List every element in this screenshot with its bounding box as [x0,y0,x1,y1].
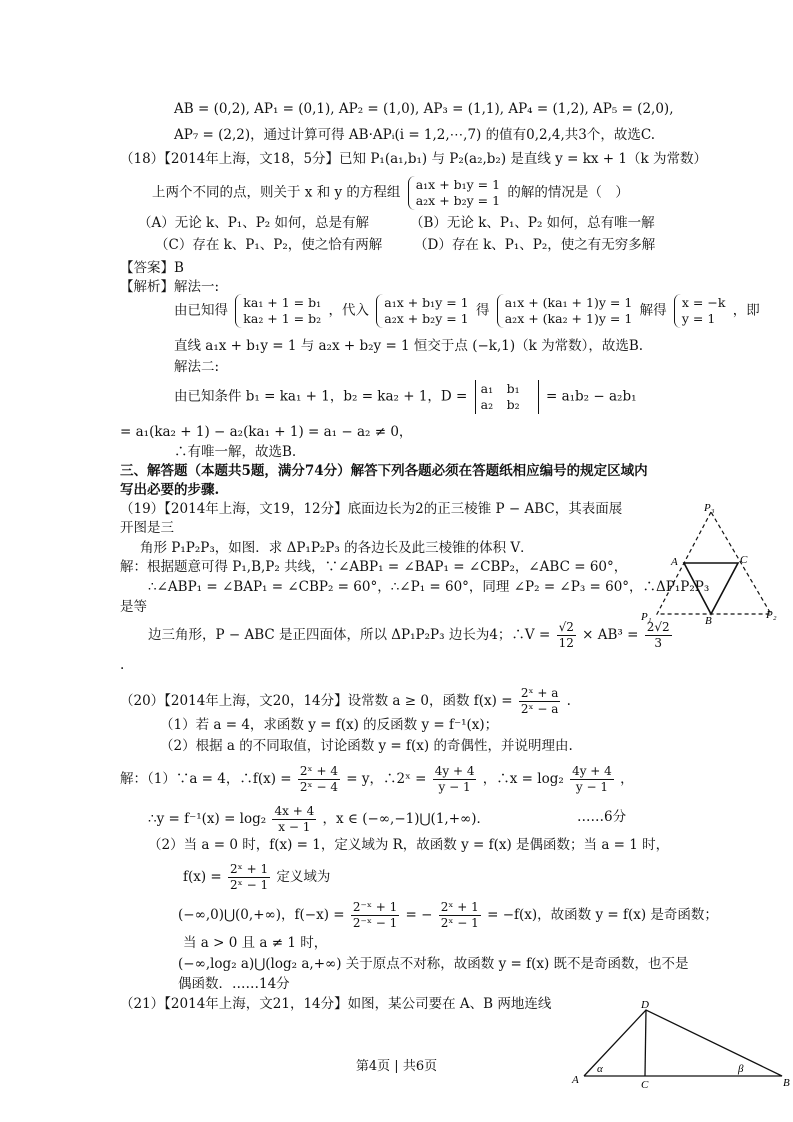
q21-heading: （21）【2014年上海，文21，14分】如图，某公司要在 A、B 两地连线 [120,996,552,1012]
label-a: A [572,1074,579,1086]
determinant: a₁ b₁ a₂ b₂ [475,380,539,414]
q20-solution-line4: f(x) = $\frac{\text{2ˣ + 1}}{\text{2ˣ − 1}}$ 定义域为 [183,862,331,892]
label-p2: P₂ [766,609,777,621]
q18-answer: 【答案】B [120,260,184,276]
volume-fraction-2: $\frac{2√2}{3}$ [646,620,670,650]
q18-method2-line1: 由已知条件 b₁ = ka₁ + 1，b₂ = ka₂ + 1，D = a₁ b₁ a₂ b₂ = a₁b₂ − a₂b₁ [174,381,637,412]
label-p1: P₁ [641,611,652,623]
q18-option-a: （A）无论 k、P₁、P₂ 如何，总是有解 [138,215,370,231]
label-d: D [641,999,649,1011]
q18-option-b: （B）无论 k、P₁、P₂ 如何，总有唯一解 [410,215,655,231]
q20-score-6: ……6分 [577,809,627,825]
prev-vectors-line1: AB = (0,2), AP₁ = (0,1), AP₂ = (1,0), AP₃ = (1,1), AP₄ = (1,2), AP₅ = (2,0), [174,101,674,117]
base-triangle-abc [684,563,738,614]
q20-solution-line5: (−∞,0)⋃(0,+∞)，f(−x) = $\frac{\text{2⁻ˣ + 1}}{\text{2⁻ˣ − 1}}$ = − $\frac{\text{2ˣ + 1}}{\text{2ˣ − 1}}$ = −f(x)，故函数 y = f(x) 是奇函数； [178,900,718,930]
section3-title: 三、解答题（本题共5题，满分74分）解答下列各题必须在答题纸相应编号的规定区域内 [120,463,648,479]
q18-method2-line2: = a₁(ka₂ + 1) − a₂(ka₁ + 1) = a₁ − a₂ ≠ 0， [120,424,413,440]
q19-solution-line2: ∴∠ABP₁ = ∠BAP₁ = ∠CBP₂ = 60°，∴∠P₁ = 60°，同理 ∠P₂ = ∠P₃ = 60°，∴ΔP₁P₂P₃ [148,579,710,595]
label-alpha: α [597,1063,603,1075]
q20-solution-line3: （2）当 a = 0 时，f(x) = 1，定义域为 R，故函数 y = f(x) 是偶函数；当 a = 1 时， [148,837,670,853]
label-beta: β [738,1063,744,1075]
q18-conclusion: ∴有唯一解，故选B. [174,444,297,460]
q18-option-d: （D）存在 k、P₁、P₂，使之有无穷多解 [414,237,656,253]
q19-period: . [120,657,125,673]
q18-option-c: （C）存在 k、P₁、P₂，使之恰有两解 [155,237,383,253]
q18-method2-title: 解法二: [174,359,220,375]
prev-vectors-line2: AP₇ = (2,2)，通过计算可得 AB·APᵢ(i = 1,2,⋯,7) 的值有0,2,4,共3个，故选C. [174,127,655,143]
label-b: B [783,1077,790,1089]
q19-volume-line: 边三角形，P − ABC 是正四面体，所以 ΔP₁P₂P₃ 边长为4；∴V = $\frac{√2}{12}$ × AB³ = $\frac{2√2}{3}$ [148,620,670,650]
label-c: C [641,1079,649,1090]
q20-solution-line8: 偶函数．……14分 [178,976,290,992]
q19-heading-cont: 开图是三 [120,520,174,536]
q19-solution-line1: 解：根据题意可得 P₁,B,P₂ 共线，∵∠ABP₁ = ∠BAP₁ = ∠CBP₂，∠ABC = 60°， [120,559,628,575]
q20-part2: （2）根据 a 的不同取值，讨论函数 y = f(x) 的奇偶性，并说明理由. [160,738,573,754]
q18-solution-line2: 直线 a₁x + b₁y = 1 与 a₂x + b₂y = 1 恒交于点 (−k,1)（k 为常数），故选B. [174,338,644,354]
label-a: A [671,556,678,568]
section3-title-cont: 写出必要的步骤. [120,482,220,498]
q19-question: 角形 P₁P₂P₃，如图．求 ΔP₁P₂P₃ 的各边长及此三棱锥的体积 V． [140,540,534,556]
q18-heading: （18）【2014年上海，文18，5分】已知 P₁(a₁,b₁) 与 P₂(a₂,b₂) 是直线 y = kx + 1（k 为常数） [120,151,707,167]
page-footer: 第4页 | 共6页 [355,1059,438,1074]
q18-solution-line1: 由已知得 ka₁ + 1 = b₁ ka₂ + 1 = b₂ ，代入 a₁x + b₁y = 1 a₂x + b₂y = 1 得 a₁x + (ka₁ + 1)y = 1 a₂x + (ka₂ + 1)y = 1 解得 x = −k y = 1 ，即 [174,295,760,326]
q19-heading: （19）【2014年上海，文19，12分】底面边长为2的正三棱锥 P − ABC，其表面展 [120,501,623,517]
label-p3: P₃ [704,502,715,514]
q20-solution-line2: ∴y = f⁻¹(x) = log₂ $\frac{4x + 4}{x - 1}$ ，x ∈ (−∞,−1)⋃(1,+∞)． [148,804,491,834]
label-c: C [740,554,748,566]
q18-equation-system: a₁x + b₁y = 1 a₂x + b₂y = 1 [408,176,500,210]
volume-fraction-1: $\frac{√2}{12}$ [558,620,574,650]
q20-heading: （20）【2014年上海，文20，14分】设常数 a ≥ 0，函数 f(x) = $\frac{\text{2ˣ + a}}{\text{2ˣ − a}}$ . [120,686,571,716]
q20-solution-line6: 当 a > 0 且 a ≠ 1 时， [183,935,328,951]
q18-analysis-title: 【解析】解法一: [120,279,220,295]
q20-solution-line7: (−∞,log₂ a)⋃(log₂ a,+∞) 关于原点不对称，故函数 y = f(x) 既不是奇函数，也不是 [178,956,689,972]
q19-unfolded-triangle-figure [640,500,790,630]
q19-solution-line3: 是等 [120,599,147,615]
q20-part1: （1）若 a = 4，求函数 y = f(x) 的反函数 y = f⁻¹(x)； [160,717,499,733]
label-b: B [705,615,712,627]
q21-triangle-figure [568,996,792,1090]
q18-statement: 上两个不同的点，则关于 x 和 y 的方程组 a₁x + b₁y = 1 a₂x + b₂y = 1 的解的情况是（ ） [152,177,629,208]
q20-solution-line1: 解：（1）∵a = 4，∴f(x) = $\frac{\text{2ˣ + 4}}{\text{2ˣ − 4}}$ = y，∴2ˣ = $\frac{4y + 4}{y - 1}$ ，∴x = log₂ $\frac{4y + 4}{y - 1}$ ， [120,764,634,794]
